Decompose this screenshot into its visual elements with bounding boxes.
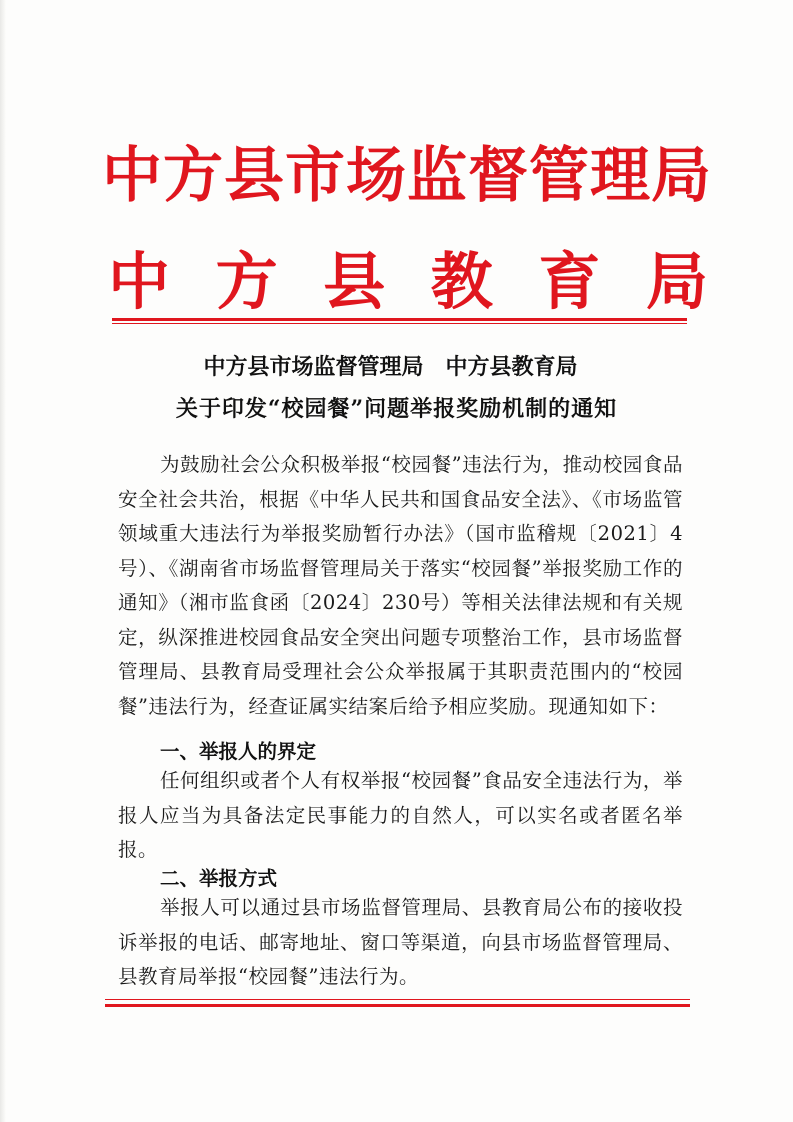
footer-divider-thick xyxy=(105,1004,690,1007)
letterhead-divider-thick xyxy=(112,318,687,321)
document-title-line-1: 中方县市场监督管理局 中方县教育局 xyxy=(203,354,578,380)
letterhead-char: 育 xyxy=(538,245,601,318)
letterhead-divider-thin xyxy=(112,323,687,324)
document-title-line-2: 关于印发“校园餐”问题举报奖励机制的通知 xyxy=(175,396,618,422)
footer-divider-thin xyxy=(105,999,690,1000)
section-2-heading: 二、举报方式 xyxy=(160,867,278,890)
letterhead-char: 县 xyxy=(323,245,386,318)
letterhead-char: 教 xyxy=(430,245,493,318)
letterhead-char: 中 xyxy=(108,245,171,318)
letterhead-line-1: 中方县市场监督管理局 xyxy=(102,141,712,211)
letterhead-char: 局 xyxy=(645,245,708,318)
letterhead-line-2 xyxy=(108,232,708,321)
section-2-paragraph: 举报人可以通过县市场监督管理局、县教育局公布的接收投诉举报的电话、邮寄地址、窗口等渠道，向县市场监督管理局、县教育局举报“校园餐”违法行为。 xyxy=(118,896,683,988)
section-1-heading: 一、举报人的界定 xyxy=(160,740,317,763)
intro-paragraph: 为鼓励社会公众积极举报“校园餐”违法行为，推动校园食品安全社会共治，根据《中华人民共和国食品安全法》、《市场监管领域重大违法行为举报奖励暂行办法》（国市监稽规〔2021〕4号）、《湖南省市场监督管理局关于落实“校园餐”举报奖励工作的通知》（湘市监食函〔2024〕230号）等相关法律法规和有关规定，纵深推进校园食品安全突出问题专项整治工作，县市场监督管理局、县教育局受理社会公众举报属于其职责范围内的“校园餐”违法行为，经查证属实结案后给予相应奖励。现通知如下： xyxy=(118,453,683,718)
section-1-paragraph: 任何组织或者个人有权举报“校园餐”食品安全违法行为，举报人应当为具备法定民事能力的自然人，可以实名或者匿名举报。 xyxy=(118,769,683,861)
scan-edge xyxy=(0,0,6,1122)
letterhead-char: 方 xyxy=(215,245,278,318)
